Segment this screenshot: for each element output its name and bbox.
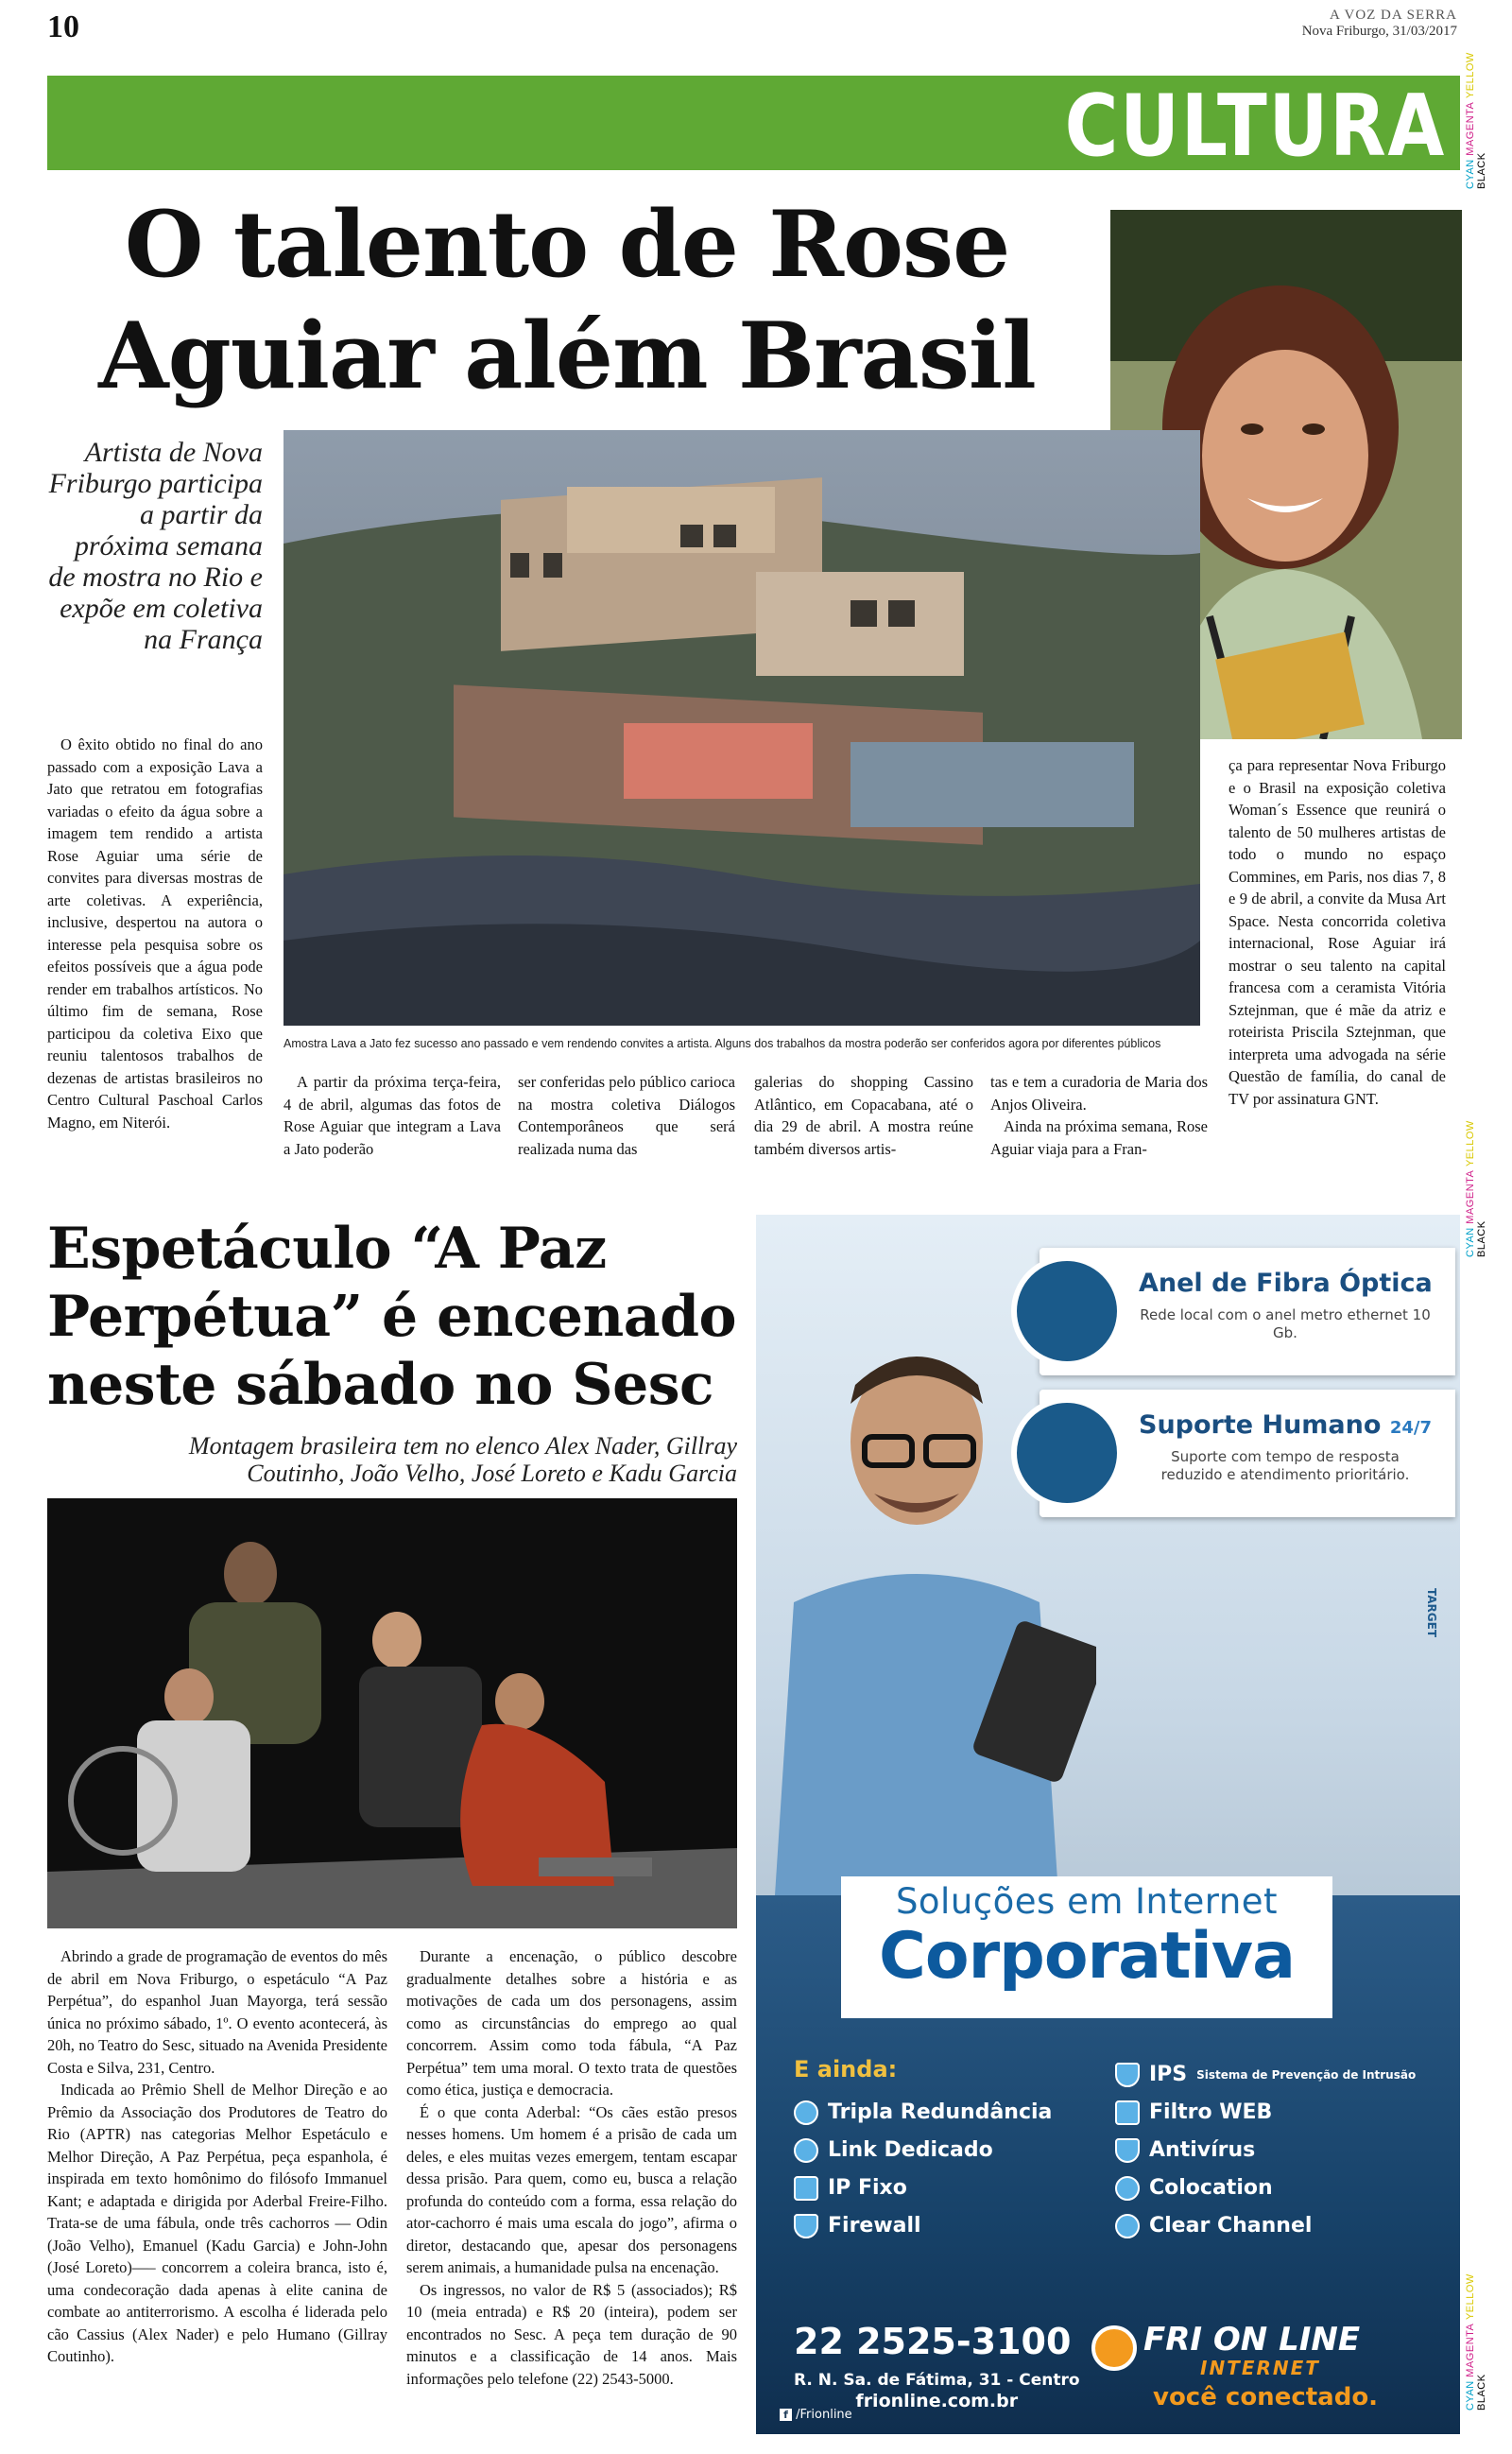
shield-icon — [1115, 2063, 1140, 2087]
service-antivirus — [1115, 2132, 1416, 2169]
story1-col1 — [47, 734, 263, 1133]
story1-headline-line1: O talento de Rose — [124, 191, 1010, 298]
target-agency-credit: TARGET — [1425, 1588, 1438, 1638]
shield-icon — [794, 2214, 818, 2238]
server-icon — [1115, 2176, 1140, 2201]
ad-facebook-handle: /Frionline — [796, 2408, 852, 2422]
cmyk-marks-middle — [1465, 1087, 1487, 1257]
service-label: Filtro WEB — [1149, 2100, 1273, 2124]
story1-col5-text-a: tas e tem a curadoria de Maria dos Anjos Oliveira. — [990, 1073, 1208, 1114]
service-filtro-web — [1115, 2094, 1416, 2132]
filter-icon — [1115, 2100, 1140, 2125]
ad-website[interactable]: frionline.com.br — [855, 2391, 1019, 2411]
cmyk-marks-bottom — [1465, 2240, 1487, 2411]
service-clear-channel — [1115, 2207, 1416, 2245]
story1-headline — [90, 189, 1044, 412]
paz-perpetua-illustration — [47, 1498, 737, 1928]
ad-corporativa-title: Corporativa — [879, 1919, 1295, 1994]
fiber-ring-icon — [1011, 1255, 1123, 1367]
story1-headline-line2: Aguiar além Brasil — [98, 302, 1036, 409]
support-agent-icon — [1011, 1397, 1123, 1509]
story2-col2-p1: Durante a encenação, o público descobre gradualmente detalhes sobre a história e as motivações de cada um dos personagens, assim como as circunstâncias do emprego ao qual concorrem. Assim como toda fábula, “A Paz Perpétua” tem uma moral. O texto trata de questões como ética, justiça e democracia. — [406, 1947, 737, 2099]
service-ip-fixo — [794, 2169, 1052, 2207]
cmyk-black: BLACK — [1476, 152, 1487, 189]
story2-col2 — [406, 1945, 737, 2390]
story2-col1-p2: Indicada ao Prêmio Shell de Melhor Direção e ao Prêmio da Associação dos Produtores de Teatro do Rio (APTR) nas categorias Melhor Espetáculo e Melhor Direção, A Paz Perpétua, peça espanhola, é inspirada em texto homônimo do filósofo Immanuel Kant; e adaptada e dirigida por Aderbal Freire-Filho. Trata-se de uma fábula, onde três cachorros — Odin (João Velho), Emanuel (Kadu Garcia) e John-John (José Loreto)—– concorrem a coleira branca, isto é, uma condecoração dada apenas à elite canina de combate ao antiterrorismo. A escolha é liderada pelo cão Cassius (Alex Nader) e pelo Humano (Gillray Coutinho). — [47, 2081, 387, 2365]
fibra-optica-title: Anel de Fibra Óptica — [1139, 1269, 1433, 1298]
suporte-humano-text: Suporte com tempo de resposta reduzido e atendimento prioritário. — [1160, 1448, 1410, 1483]
ad-address-block — [794, 2370, 1080, 2411]
ad-slogan: você conectado. — [1153, 2383, 1379, 2411]
suporte-24-7: 24/7 — [1389, 1418, 1432, 1438]
cmyk-black: BLACK — [1476, 1220, 1487, 1257]
fibra-optica-panel — [1040, 1248, 1455, 1375]
lava-a-jato-illustration — [284, 430, 1200, 1026]
story2-col1-p1: Abrindo a grade de programação de eventos do mês de abril em Nova Friburgo, o espetáculo “A Paz Perpétua”, do espanhol Juan Mayorga, terá sessão única no próximo sábado, 1º. O evento acontecerá, às 20h, no Teatro do Sesc, situado na Avenida Presidente Costa e Silva, 231, Centro. — [47, 1947, 387, 2077]
story1-col3 — [518, 1071, 735, 1160]
story2-headline — [47, 1215, 775, 1419]
ad-brand-sub: INTERNET — [1200, 2357, 1320, 2379]
globe-icon — [794, 2100, 818, 2125]
story1-col4-text: galerias do shopping Cassino Atlântico, em Copacabana, até o dia 29 de abril. A mostra reúne também diversos artis- — [754, 1073, 973, 1158]
paper-name: A VOZ DA SERRA — [1330, 8, 1457, 23]
cmyk-magenta: MAGENTA — [1465, 2323, 1476, 2377]
cmyk-magenta: MAGENTA — [1465, 1169, 1476, 1224]
ad-brand: FRI ON LINE — [1143, 2321, 1361, 2359]
fri-online-advertisement[interactable] — [756, 1215, 1460, 2434]
globe-icon — [1115, 2214, 1140, 2238]
story2-headline-line3: neste sábado no Sesc — [47, 1352, 714, 1418]
lava-a-jato-photo — [284, 430, 1200, 1026]
ad-left-service-list — [794, 2094, 1052, 2245]
service-tripla-redundancia — [794, 2094, 1052, 2132]
suporte-humano-title — [1139, 1410, 1432, 1440]
suporte-humano-label: Suporte Humano — [1139, 1410, 1382, 1440]
story1-col6-text: ça para representar Nova Friburgo e o Brasil na exposição coletiva Woman´s Essence que reunirá o talento de 50 mulheres artistas de todo o mundo no espaço Commines, em Paris, nos dias 7, 8 e 9 de abril, a convite da Musa Art Space. Nesta concorrida coletiva internacional, Rose Aguiar irá mostrar o seu talento na capital francesa com a ceramista Vitória Sztejnman, que é mãe da atriz e roteirista Priscila Sztejnman, que interpreta uma advogada na série Questão de família, do canal de TV por assinatura GNT. — [1228, 756, 1446, 1108]
ad-right-service-list — [1115, 2056, 1416, 2245]
service-label: Tripla Redundância — [828, 2100, 1053, 2124]
page-number: 10 — [47, 9, 79, 44]
dateline: Nova Friburgo, 31/03/2017 — [1301, 24, 1457, 39]
cmyk-cyan: CYAN — [1465, 1227, 1476, 1257]
story1-col2 — [284, 1071, 501, 1160]
story2-deck: Montagem brasileira tem no elenco Alex Nader, Gillray Coutinho, João Velho, José Loreto e Kadu Garcia — [188, 1432, 737, 1487]
ip-icon — [794, 2176, 818, 2201]
story2-headline-line1: Espetáculo “A Paz — [47, 1216, 607, 1282]
service-label: Firewall — [828, 2214, 921, 2238]
paz-perpetua-photo — [47, 1498, 737, 1928]
fri-online-logo-icon — [1091, 2325, 1137, 2371]
globe-icon — [794, 2138, 818, 2163]
story1-col4 — [754, 1071, 973, 1160]
service-label: IPS — [1149, 2063, 1188, 2086]
ad-address: R. N. Sa. de Fátima, 31 - Centro — [794, 2371, 1080, 2390]
story1-col3-text: ser conferidas pelo público carioca na mostra coletiva Diálogos Contemporâneos que será realizada numa das — [518, 1073, 735, 1158]
paper-masthead — [1302, 8, 1457, 40]
story2-col2-p2: É o que conta Aderbal: “Os cães estão presos nesses homens. Um homem é a prisão de cada um deles, e eles muitas vezes emergem, tentam escapar dessa prisão. Para quem, como eu, busca a relação profunda do conteúdo com a forma, essa relação do ator-cachorro é mais uma escala do jogo”, afirma o diretor, destacando que, apesar dos personagens serem animais, a humanidade pulsa na encenação. — [406, 2102, 737, 2276]
cmyk-cyan: CYAN — [1465, 159, 1476, 189]
service-label: Colocation — [1149, 2176, 1273, 2200]
facebook-icon: f — [780, 2409, 792, 2421]
shield-icon — [1115, 2138, 1140, 2163]
cmyk-cyan: CYAN — [1465, 2380, 1476, 2411]
service-label: IP Fixo — [828, 2176, 907, 2200]
service-label: Antivírus — [1149, 2138, 1256, 2162]
story2-headline-line2: Perpétua” é encenado — [47, 1284, 737, 1350]
cmyk-yellow: YELLOW — [1465, 2273, 1476, 2321]
section-title: CULTURA — [1064, 77, 1446, 176]
ad-e-ainda: E ainda: — [794, 2056, 898, 2082]
story1-col5-text-b: Ainda na próxima semana, Rose Aguiar viaja para a Fran- — [990, 1117, 1208, 1158]
ad-solucoes-title: Soluções em Internet — [895, 1881, 1279, 1922]
cmyk-marks-top — [1465, 19, 1487, 189]
cmyk-yellow: YELLOW — [1465, 1120, 1476, 1167]
service-link-dedicado — [794, 2132, 1052, 2169]
service-label: Clear Channel — [1149, 2214, 1313, 2238]
ad-phone[interactable]: 22 2525-3100 — [794, 2321, 1072, 2362]
suporte-humano-panel — [1040, 1390, 1455, 1517]
cmyk-black: BLACK — [1476, 2374, 1487, 2411]
story1-col6 — [1228, 754, 1446, 1110]
fibra-optica-text: Rede local com o anel metro ethernet 10 Gb. — [1140, 1306, 1431, 1341]
cmyk-magenta: MAGENTA — [1465, 101, 1476, 156]
service-label: Link Dedicado — [828, 2138, 993, 2162]
ad-facebook[interactable] — [780, 2408, 852, 2422]
story2-col2-p3: Os ingressos, no valor de R$ 5 (associados); R$ 10 (meia entrada) e R$ 20 (inteira), podem ser encontrados no Sesc. A peça tem duração de 90 minutos e a classificação de 14 anos. Mais informações pelo telefone (22) 2543-5000. — [406, 2280, 737, 2388]
story1-col1-text: O êxito obtido no final do ano passado com a exposição Lava a Jato que retratou em fotografias variadas o efeito da água sobre a imagem tem rendido a artista Rose Aguiar uma série de convites para diversas mostras de arte coletivas. A experiência, inclusive, despertou na autora o interesse pela pesquisa sobre os efeitos possíveis que a água pode render em trabalhos artísticos. No último fim de semana, Rose participou da coletiva Eixo que reuniu talentosos trabalhos de dezenas de artistas brasileiros no Centro Cultural Paschoal Carlos Magno, em Niterói. — [47, 735, 263, 1132]
story2-col1 — [47, 1945, 387, 2368]
story1-deck: Artista de Nova Friburgo participa a partir da próxima semana de mostra no Rio e expõe em coletiva na França — [48, 437, 263, 655]
story1-col5 — [990, 1071, 1208, 1160]
service-firewall — [794, 2207, 1052, 2245]
ips-subtitle: Sistema de Prevenção de Intrusão — [1196, 2068, 1417, 2082]
cmyk-yellow: YELLOW — [1465, 52, 1476, 99]
story1-col2-text: A partir da próxima terça-feira, 4 de abril, algumas das fotos de Rose Aguiar que integram a Lava a Jato poderão — [284, 1073, 501, 1158]
story1-caption: Amostra Lava a Jato fez sucesso ano passado e vem rendendo convites a artista. Alguns dos trabalhos da mostra poderão ser conferidos agora por diferentes públicos — [284, 1037, 1161, 1050]
service-ips — [1115, 2056, 1416, 2094]
service-colocation — [1115, 2169, 1416, 2207]
